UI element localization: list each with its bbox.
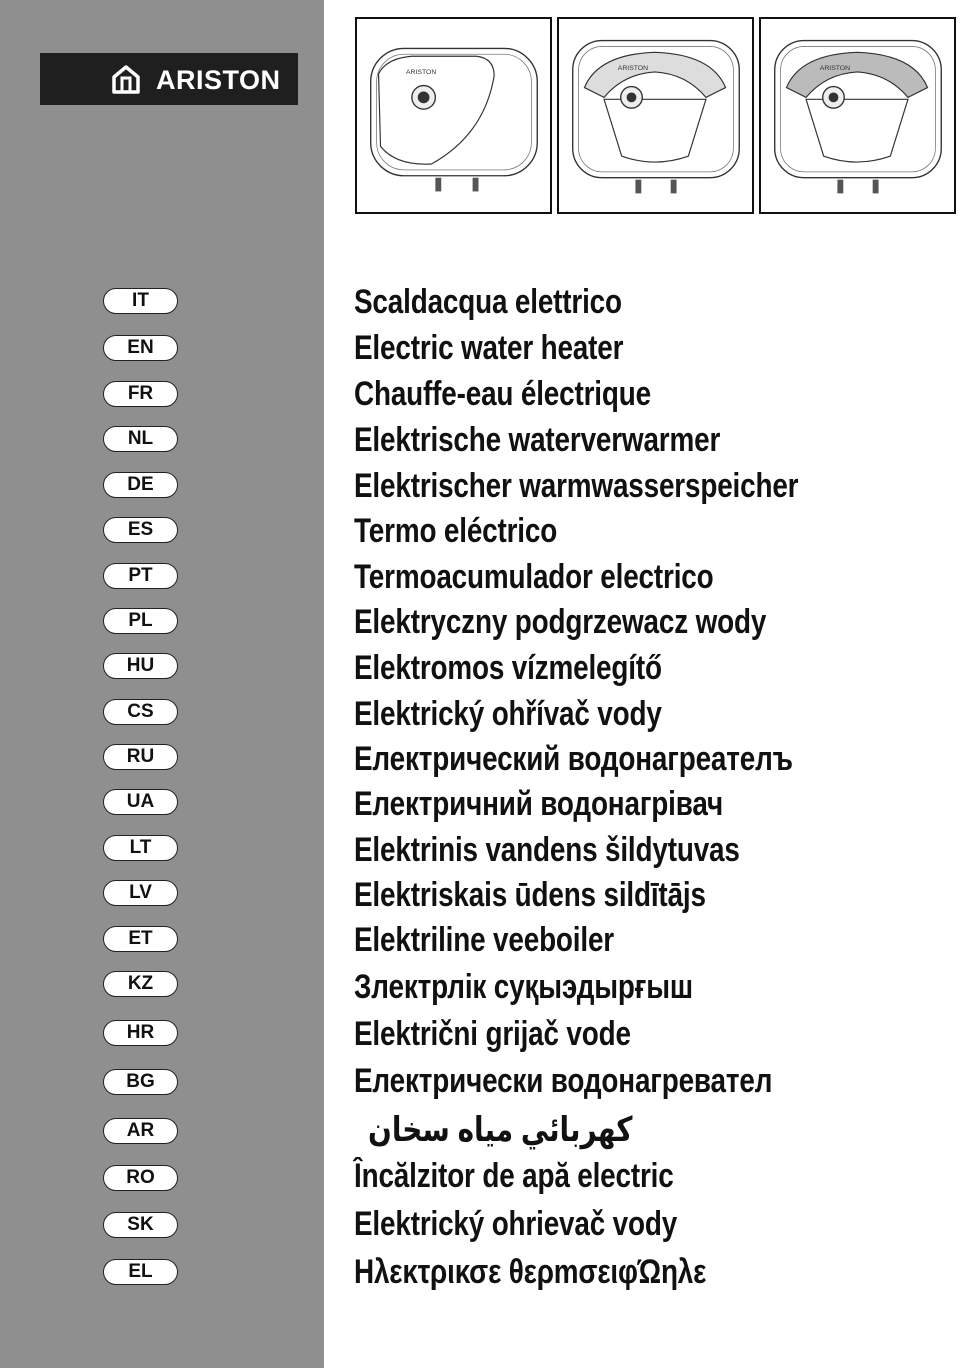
product-image-2	[557, 17, 754, 214]
lang-badge-fr: FR	[103, 381, 178, 407]
title-es: Termo eléctrico	[354, 512, 558, 550]
title-pl: Elektryczny podgrzewacz wody	[354, 603, 767, 641]
title-el: Ηλεκτρικσε θερmσειφΏηλε	[354, 1253, 707, 1291]
lang-badge-nl: NL	[103, 426, 178, 452]
lang-badge-it: IT	[103, 288, 178, 314]
title-de: Elektrischer warmwasserspeicher	[354, 467, 799, 505]
lang-badge-sk: SK	[103, 1212, 178, 1238]
lang-badge-et: ET	[103, 926, 178, 952]
title-ru: Електрический водонагреателъ	[354, 740, 793, 778]
lang-badge-el: EL	[103, 1259, 178, 1285]
title-hr: Električni grijač vode	[354, 1015, 631, 1053]
lang-badge-ru: RU	[103, 744, 178, 770]
title-lt: Elektrinis vandens šildytuvas	[354, 831, 740, 869]
title-ua: Електричний водонагрівач	[354, 785, 723, 823]
lang-badge-hu: HU	[103, 653, 178, 679]
svg-text:ARISTON: ARISTON	[617, 64, 649, 72]
brand-name: ARISTON	[156, 65, 281, 95]
house-icon	[111, 64, 141, 94]
title-fr: Chauffe-eau électrique	[354, 375, 651, 413]
svg-text:ARISTON: ARISTON	[405, 68, 437, 76]
title-ar: كهربائي مياه سخان	[367, 1111, 632, 1149]
title-it: Scaldacqua elettrico	[354, 283, 622, 321]
title-hu: Elektromos vízmelegítő	[354, 649, 662, 687]
brand-logo	[40, 53, 298, 105]
title-nl: Elektrische waterverwarmer	[354, 421, 721, 459]
lang-badge-ua: UA	[103, 789, 178, 815]
title-cs: Elektrický ohřívač vody	[354, 695, 662, 733]
lang-badge-hr: HR	[103, 1020, 178, 1046]
lang-badge-bg: BG	[103, 1069, 178, 1095]
lang-badge-cs: CS	[103, 699, 178, 725]
product-image-3	[759, 17, 956, 214]
lang-badge-es: ES	[103, 517, 178, 543]
title-sk: Elektrický ohrievač vody	[354, 1205, 678, 1243]
sidebar	[0, 0, 324, 1368]
lang-badge-en: EN	[103, 335, 178, 361]
title-lv: Elektriskais ūdens sildītājs	[354, 876, 706, 914]
lang-badge-lv: LV	[103, 880, 178, 906]
title-ro: Încălzitor de apă electric	[354, 1157, 674, 1195]
title-kz: Злектрлік суқыэдырғыш	[354, 968, 693, 1006]
lang-badge-pt: PT	[103, 563, 178, 589]
lang-badge-ro: RO	[103, 1165, 178, 1191]
lang-badge-pl: PL	[103, 608, 178, 634]
product-image-1	[355, 17, 552, 214]
lang-badge-ar: AR	[103, 1118, 178, 1144]
lang-badge-kz: KZ	[103, 971, 178, 997]
title-et: Elektriline veeboiler	[354, 921, 614, 959]
lang-badge-lt: LT	[103, 835, 178, 861]
title-pt: Termoacumulador electrico	[354, 558, 714, 596]
title-en: Electric water heater	[354, 329, 624, 367]
svg-text:ARISTON: ARISTON	[819, 64, 851, 72]
lang-badge-de: DE	[103, 472, 178, 498]
title-bg: Електрически водонагревател	[354, 1062, 773, 1100]
